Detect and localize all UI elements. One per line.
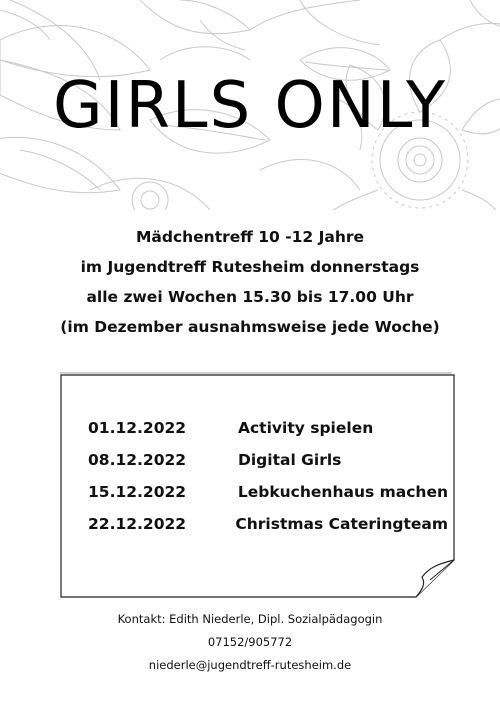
schedule-date: 08.12.2022 xyxy=(88,451,187,469)
schedule-list xyxy=(88,412,448,540)
schedule-date: 01.12.2022 xyxy=(88,419,187,437)
schedule-event: Lebkuchenhaus machen xyxy=(237,483,448,501)
schedule-event: Activity spielen xyxy=(238,419,374,437)
schedule-event: Christmas Cateringteam xyxy=(235,515,448,533)
flyer-title: GIRLS ONLY xyxy=(52,69,448,143)
contact-phone: 07152/905772 xyxy=(207,635,293,649)
schedule-event: Digital Girls xyxy=(238,451,342,469)
contact-email: niederle@jugendtreff-rutesheim.de xyxy=(148,658,352,672)
intro-line-location: im Jugendtreff Rutesheim donnerstags xyxy=(80,258,420,276)
intro-text xyxy=(0,222,500,342)
intro-line-time: alle zwei Wochen 15.30 bis 17.00 Uhr xyxy=(86,288,414,306)
schedule-row xyxy=(88,508,448,540)
schedule-row xyxy=(88,444,448,476)
contact-person: Kontakt: Edith Niederle, Dipl. Sozialpädagogin xyxy=(117,612,383,626)
contact-block xyxy=(0,608,500,677)
intro-line-note: (im Dezember ausnahmsweise jede Woche) xyxy=(60,318,440,336)
schedule-row xyxy=(88,476,448,508)
schedule-row xyxy=(88,412,448,444)
schedule-date: 22.12.2022 xyxy=(88,515,187,533)
intro-line-age: Mädchentreff 10 -12 Jahre xyxy=(135,228,365,246)
schedule-date: 15.12.2022 xyxy=(88,483,187,501)
